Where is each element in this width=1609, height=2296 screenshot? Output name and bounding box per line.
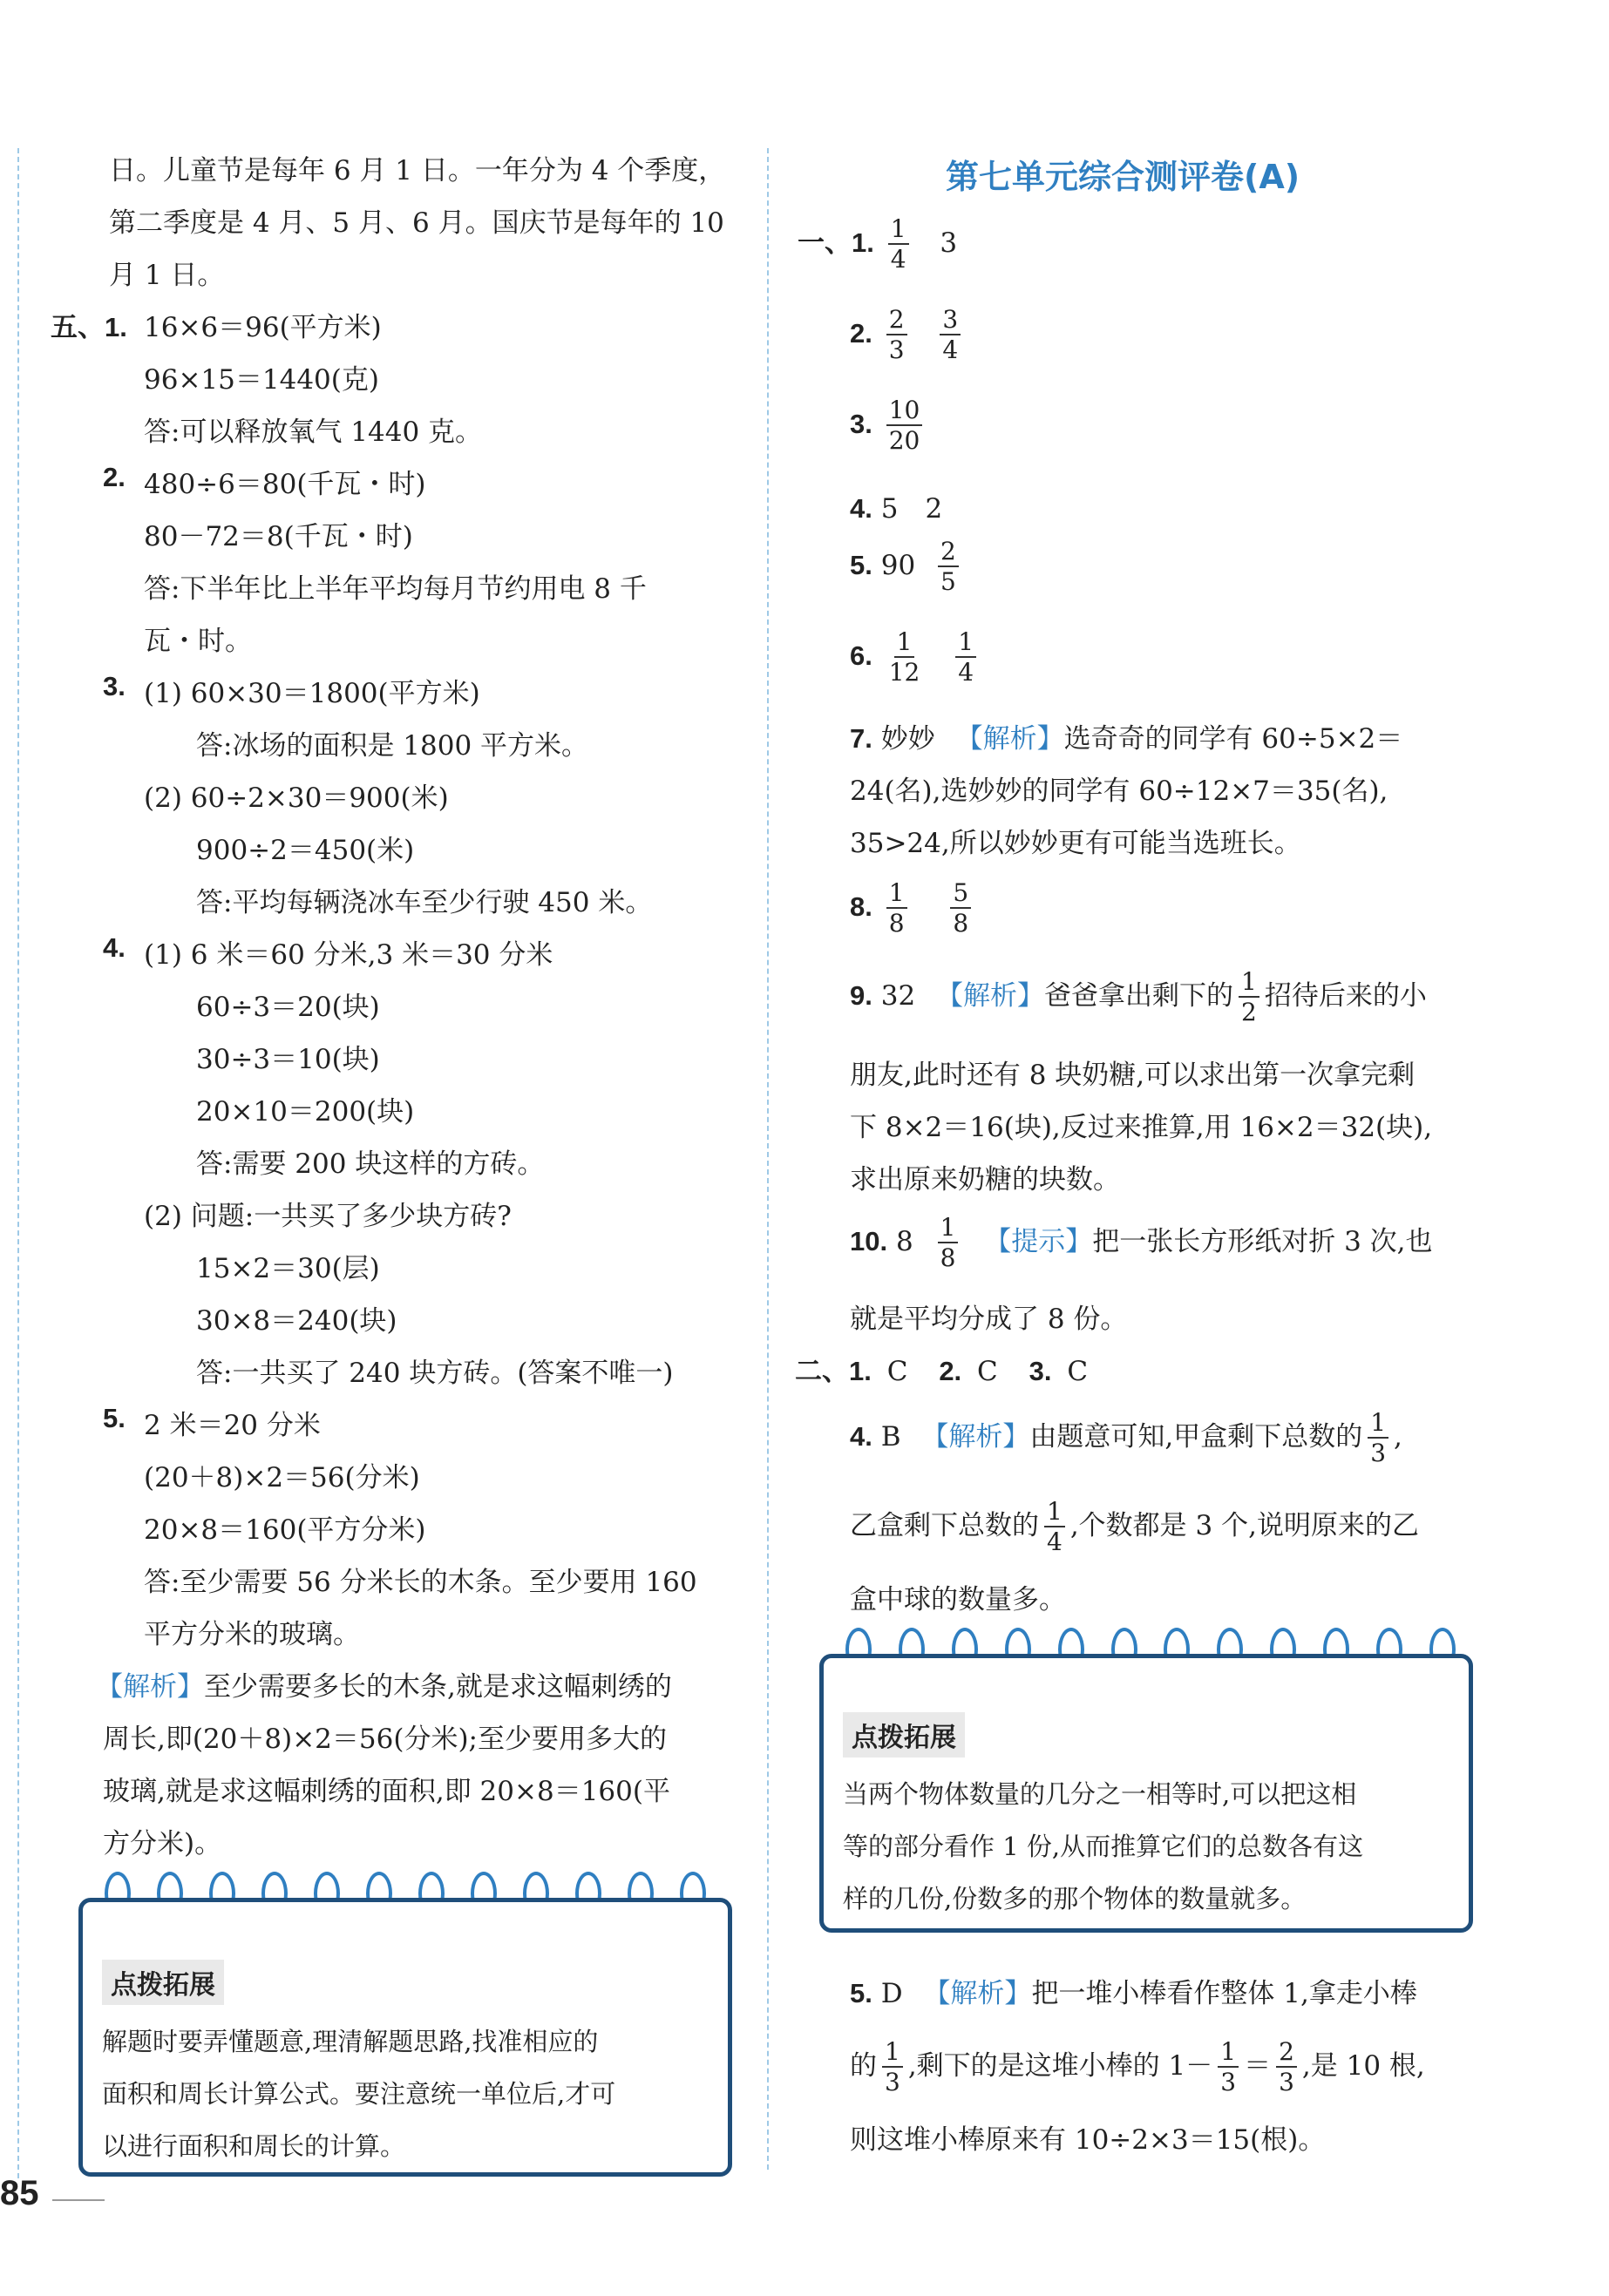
answer-row-10 — [850, 1215, 1433, 1271]
answer-row-5 — [850, 538, 964, 595]
question-number: 8. — [850, 891, 872, 922]
analysis-tag: 【解析】 — [955, 723, 1064, 755]
page-number: 85 — [0, 2174, 39, 2212]
analysis-line: 24(名),选妙妙的同学有 60÷12×7＝35(名), — [850, 775, 1388, 807]
analysis-text: 由题意可知,甲盒剩下总数的 — [1029, 1420, 1363, 1453]
fraction: $\frac{10}{20}$ — [886, 397, 923, 454]
fraction: $\frac{2}{3}$ — [1276, 2039, 1297, 2096]
q4-line: 30×8＝240(块) — [196, 1305, 397, 1337]
question-number: 3. — [850, 408, 872, 439]
unit-test-title: 第七单元综合测评卷(A) — [946, 158, 1300, 196]
answer-value: 8 — [895, 1225, 913, 1257]
q2-line: 80－72＝8(千瓦・时) — [144, 521, 413, 552]
tip-line: 面积和周长计算公式。要注意统一单位后,才可 — [102, 2079, 616, 2109]
q3-number: 3. — [103, 671, 126, 701]
fraction: $\frac{1}{4}$ — [888, 216, 909, 273]
fraction: $\frac{5}{8}$ — [950, 880, 971, 937]
fraction: $\frac{1}{12}$ — [888, 627, 920, 687]
q4-line: 30÷3＝10(块) — [196, 1044, 380, 1075]
question-number: 2. — [850, 317, 872, 349]
fraction: $\frac{1}{3}$ — [882, 2039, 903, 2096]
answer-value: 5 2 — [880, 493, 943, 525]
answer-row-9 — [850, 969, 1427, 1026]
analysis-block — [96, 1664, 672, 1703]
q3-line: 答:平均每辆浇冰车至少行驶 450 米。 — [196, 887, 653, 918]
tip-line: 样的几份,份数多的那个物体的数量就多。 — [843, 1884, 1307, 1913]
q4-line: 60÷3＝20(块) — [196, 992, 380, 1023]
analysis-line: 朋友,此时还有 8 块奶糖,可以求出第一次拿完剩 — [850, 1060, 1416, 1091]
fraction: $\frac{1}{4}$ — [955, 629, 976, 686]
answer-value: 32 — [880, 979, 916, 1012]
q2-line: 答:下半年比上半年平均每月节约用电 8 千 — [144, 573, 647, 605]
answer-value: 3 — [940, 227, 958, 259]
analysis-line: 则这堆小棒原来有 10÷2×3＝15(根)。 — [850, 2124, 1326, 2156]
question-number: 7. — [850, 723, 872, 754]
analysis-text: 把一堆小棒看作整体 1,拿走小棒 — [1031, 1978, 1417, 2009]
fraction: $\frac{3}{4}$ — [940, 307, 961, 363]
tip-line: 当两个物体数量的几分之一相等时,可以把这相 — [843, 1779, 1357, 1809]
fraction: $\frac{1}{2}$ — [1239, 969, 1259, 1026]
tip-line: 等的部分看作 1 份,从而推算它们的总数各有这 — [843, 1832, 1364, 1861]
analysis-tag: 【解析】 — [921, 1420, 1030, 1453]
answer-value: C — [886, 1356, 908, 1387]
q1-line: 16×6＝96(平方米) — [144, 312, 382, 343]
question-number: 9. — [850, 979, 872, 1011]
question-number: 3. — [1029, 1356, 1052, 1386]
tip-heading: 点拨拓展 — [102, 1960, 224, 2005]
answer-row-4 — [850, 486, 942, 525]
hint-line: 就是平均分成了 8 份。 — [850, 1304, 1128, 1335]
answer-row-s2-5 — [850, 1971, 1417, 2010]
intro-line-3: 月 1 日。 — [109, 260, 225, 291]
q5-line: (20＋8)×2＝56(分米) — [144, 1462, 420, 1493]
fraction: $\frac{1}{8}$ — [886, 880, 907, 937]
fraction: $\frac{2}{3}$ — [886, 307, 907, 363]
question-number: 5. — [850, 549, 872, 580]
analysis-line: 选奇奇的同学有 60÷5×2＝ — [1063, 723, 1403, 755]
answer-row-6 — [850, 629, 981, 686]
q4-line: 答:一共买了 240 块方砖。(答案不唯一) — [196, 1358, 674, 1389]
analysis-line: 求出原来奶糖的块数。 — [850, 1164, 1120, 1195]
answer-row-3 — [850, 397, 927, 454]
section1-label: 一、1. — [798, 227, 874, 258]
q1-line: 答:可以释放氧气 1440 克。 — [144, 417, 483, 448]
analysis-text: 爸爸拿出剩下的 — [1044, 979, 1234, 1012]
analysis-line: 下 8×2＝16(块),反过来推算,用 16×2＝32(块), — [850, 1112, 1433, 1143]
question-number: 6. — [850, 640, 872, 671]
question-number: 10. — [850, 1225, 888, 1256]
analysis-line: 至少需要多长的木条,就是求这幅刺绣的 — [204, 1671, 672, 1703]
q2-number: 2. — [103, 462, 126, 492]
tip-heading: 点拨拓展 — [843, 1712, 965, 1758]
left-margin-line — [17, 148, 19, 2178]
analysis-tag: 【解析】 — [936, 979, 1045, 1012]
q3-line: (1) 60×30＝1800(平方米) — [144, 678, 480, 709]
analysis-line: 方分米)。 — [103, 1828, 222, 1859]
answer-row-8 — [850, 880, 976, 937]
analysis-text: 乙盒剩下总数的 — [850, 1509, 1039, 1541]
q5-number: 5. — [103, 1403, 126, 1433]
answer-value: C — [1067, 1356, 1089, 1387]
fraction: $\frac{1}{3}$ — [1368, 1410, 1388, 1466]
fraction: $\frac{1}{4}$ — [1044, 1499, 1065, 1555]
analysis-line-2 — [850, 2039, 1425, 2096]
answer-value: B — [880, 1420, 901, 1453]
q5-line: 2 米＝20 分米 — [144, 1410, 321, 1441]
answer-value: C — [977, 1356, 998, 1387]
tip-line: 解题时要弄懂题意,理清解题思路,找准相应的 — [102, 2027, 599, 2056]
tip-body — [843, 1768, 1453, 1925]
fraction: $\frac{2}{5}$ — [938, 538, 959, 595]
answer-row-s2-4 — [850, 1410, 1402, 1466]
q5-line: 20×8＝160(平方分米) — [144, 1514, 426, 1546]
tip-line: 以进行面积和周长的计算。 — [102, 2131, 406, 2161]
section5-label: 五、1. — [51, 312, 127, 342]
answer-value: D — [880, 1978, 903, 2009]
analysis-text: 招待后来的小 — [1264, 979, 1427, 1012]
analysis-line: 玻璃,就是求这幅刺绣的面积,即 20×8＝160(平 — [103, 1776, 670, 1807]
q4-line: (2) 问题:一共买了多少块方砖? — [144, 1201, 512, 1232]
tip-body — [102, 2015, 712, 2172]
tip-box-left — [78, 1898, 732, 2177]
hint-text: 把一张长方形纸对折 3 次,也 — [1092, 1225, 1433, 1257]
analysis-line-2 — [850, 1499, 1419, 1555]
answer-row-1 — [798, 216, 957, 273]
q3-line: (2) 60÷2×30＝900(米) — [144, 782, 449, 814]
answer-value: 妙妙 — [880, 723, 935, 755]
q4-line: 答:需要 200 块这样的方砖。 — [196, 1148, 545, 1180]
q5-line: 答:至少需要 56 分米长的木条。至少要用 160 — [144, 1567, 697, 1598]
q4-line: (1) 6 米＝60 分米,3 米＝30 分米 — [144, 939, 553, 971]
section2-label: 二、1. — [795, 1356, 872, 1386]
q4-line: 15×2＝30(层) — [196, 1253, 380, 1284]
analysis-text: , — [1394, 1420, 1402, 1453]
analysis-text: ,个数都是 3 个,说明原来的乙 — [1069, 1509, 1419, 1541]
intro-line-2: 第二季度是 4 月、5 月、6 月。国庆节是每年的 10 — [109, 207, 724, 239]
analysis-text: 的 — [850, 2049, 877, 2082]
analysis-tag: 【解析】 — [96, 1671, 204, 1703]
fraction: $\frac{1}{8}$ — [938, 1215, 959, 1271]
answer-row-2 — [850, 307, 966, 363]
q5-line: 平方分米的玻璃。 — [144, 1619, 360, 1650]
analysis-line: 周长,即(20＋8)×2＝56(分米);至少要用多大的 — [103, 1724, 667, 1755]
answer-value: 90 — [880, 549, 916, 581]
question-number: 5. — [850, 1978, 872, 2008]
fraction: $\frac{1}{3}$ — [1218, 2039, 1239, 2096]
section2-row — [795, 1349, 1088, 1388]
q1-line: 96×15＝1440(克) — [144, 364, 379, 396]
q3-line: 答:冰场的面积是 1800 平方米。 — [196, 730, 589, 762]
analysis-line: 盒中球的数量多。 — [850, 1584, 1066, 1615]
question-number: 4. — [850, 1420, 872, 1452]
column-divider — [767, 148, 769, 2170]
q2-line: 瓦・时。 — [144, 626, 252, 657]
question-number: 2. — [939, 1356, 962, 1386]
analysis-tag: 【解析】 — [923, 1978, 1032, 2009]
answer-row-7 — [850, 716, 1402, 755]
q2-line: 480÷6＝80(千瓦・时) — [144, 469, 426, 500]
intro-line-1: 日。儿童节是每年 6 月 1 日。一年分为 4 个季度， — [109, 155, 726, 186]
analysis-line: 35>24,所以妙妙更有可能当选班长。 — [850, 828, 1301, 859]
page-number-rule — [52, 2199, 105, 2201]
q4-number: 4. — [103, 932, 126, 963]
question-number: 4. — [850, 493, 872, 524]
analysis-text: ,剩下的是这堆小棒的 1－ — [907, 2049, 1213, 2082]
analysis-text: ,是 10 根, — [1301, 2049, 1425, 2082]
q3-line: 900÷2＝450(米) — [196, 835, 415, 866]
hint-tag: 【提示】 — [984, 1225, 1093, 1257]
q4-line: 20×10＝200(块) — [196, 1096, 415, 1128]
analysis-text: ＝ — [1244, 2049, 1272, 2082]
tip-box-right — [819, 1654, 1473, 1933]
